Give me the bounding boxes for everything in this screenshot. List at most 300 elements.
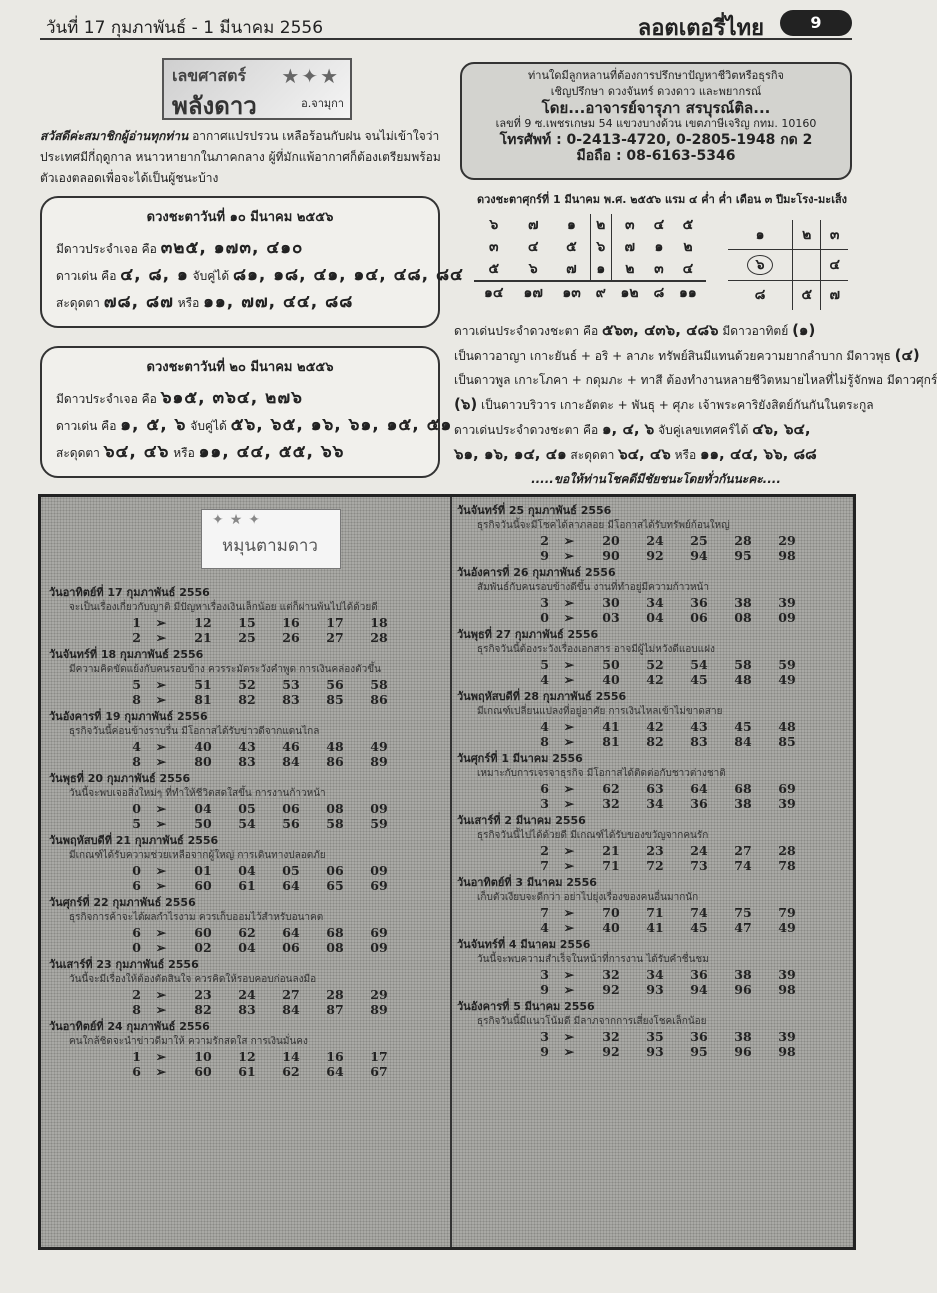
lucky-number: 60	[194, 878, 212, 893]
lucky-number: 05	[238, 801, 256, 816]
number-row	[49, 615, 447, 630]
forecast-title: ดวงชะตาวันที่ ๒๐ มีนาคม ๒๕๕๖	[146, 360, 334, 375]
lucky-number: 48	[734, 672, 752, 687]
forecast-box-10-march	[40, 196, 464, 328]
arrow-icon: ➢	[155, 801, 167, 816]
prediction-line: (๖) เป็นดาวบริวาร เกาะอัตตะ + พันธุ + ศุภะ เจ้าพระคาริยังสิตย์กันกันในตระกูล	[454, 395, 874, 413]
key-digit: 4	[540, 920, 549, 935]
day-text: จะเป็นเรื่องเกี่ยวกับญาติ มีปัญหาเรื่องเงินเล็กน้อย แต่ก็ผ่านพ้นไปได้ด้วยดี	[69, 602, 378, 613]
number-row	[457, 982, 855, 997]
key-digit: 4	[540, 719, 549, 734]
forecast-line-3: สะดุดตา ๗๘, ๘๗ หรือ ๑๑, ๗๗, ๔๔, ๘๘	[56, 292, 354, 312]
grid-sum-row	[474, 281, 706, 304]
day-date: วันอังคารที่ 5 มีนาคม 2556	[457, 1000, 595, 1013]
day-date: วันเสาร์ที่ 23 กุมภาพันธ์ 2556	[49, 958, 199, 971]
lucky-number: 58	[370, 677, 388, 692]
day-date: วันจันทร์ที่ 18 กุมภาพันธ์ 2556	[49, 648, 204, 661]
lucky-number: 48	[778, 719, 796, 734]
lucky-number: 81	[602, 734, 620, 749]
arrow-icon: ➢	[563, 734, 575, 749]
arrow-icon: ➢	[155, 1002, 167, 1017]
lucky-number: 64	[282, 878, 300, 893]
house-number: ๘	[754, 287, 766, 304]
lucky-number: 52	[646, 657, 664, 672]
left-day-column	[49, 585, 447, 1081]
key-digit: 8	[132, 754, 141, 769]
lucky-number: 27	[282, 987, 300, 1002]
house-cell	[728, 280, 793, 310]
arrow-icon: ➢	[155, 677, 167, 692]
lucky-number: 35	[646, 1029, 664, 1044]
lucky-number: 90	[602, 548, 620, 563]
grid-cell: ๕	[488, 261, 500, 277]
key-digit: 5	[540, 657, 549, 672]
number-row	[457, 843, 855, 858]
day-text: มีความคิดขัดแย้งกับคนรอบข้าง ควรระมัดระวังคำพูด การเงินคล่องตัวขึ้น	[69, 664, 381, 675]
grid-sum-cell: ๑๗	[514, 281, 553, 304]
house-cell	[821, 220, 848, 250]
grid-cell: ๖	[528, 261, 538, 277]
lucky-number: 03	[602, 610, 620, 625]
arrow-icon: ➢	[563, 1029, 575, 1044]
grid-cell: ๗	[566, 261, 577, 277]
lucky-number: 34	[646, 967, 664, 982]
lucky-number: 82	[238, 692, 256, 707]
lucky-number: 80	[194, 754, 212, 769]
day-text: วันนี้จะพบเจอสิ่งใหม่ๆ ที่ทำให้ชีวิตสดใสขึ้น การงานก้าวหน้า	[69, 788, 326, 799]
prediction-line: ดาวเด่นประจำดวงชะตา คือ ๕๖๓, ๔๓๖, ๔๘๖ มีดาวอาทิตย์ (๑)	[454, 321, 816, 339]
arrow-icon: ➢	[563, 982, 575, 997]
key-digit: 8	[540, 734, 549, 749]
lucky-number: 93	[646, 1044, 664, 1059]
horoscope-house-grid	[728, 220, 848, 310]
lucky-number: 62	[602, 781, 620, 796]
day-entry	[457, 627, 855, 687]
lucky-number: 42	[646, 719, 664, 734]
grid-cell: ๒	[590, 214, 611, 236]
day-entry	[49, 957, 447, 1017]
arrow-icon: ➢	[563, 967, 575, 982]
arrow-icon: ➢	[563, 796, 575, 811]
house-number: ๕	[801, 287, 813, 304]
grid-cell: ๓	[488, 239, 499, 255]
lucky-number: 95	[734, 548, 752, 563]
grid-cell: ๔	[653, 217, 665, 233]
intro-greeting: สวัสดีค่ะสมาชิกผู้อ่านทุกท่าน	[40, 129, 189, 143]
lucky-number: 92	[646, 548, 664, 563]
lucky-number: 60	[194, 925, 212, 940]
star-icon: ✦★✦	[212, 512, 267, 528]
number-row	[457, 1044, 855, 1059]
lucky-number: 09	[370, 940, 388, 955]
lucky-number: 24	[238, 987, 256, 1002]
page-number: 9	[780, 10, 852, 36]
lucky-number: 38	[734, 595, 752, 610]
prediction-line: ๖๑, ๑๖, ๑๔, ๔๑ สะดุดตา ๖๔, ๔๖ หรือ ๑๑, ๔๔, ๖๖, ๘๘	[454, 445, 817, 463]
lucky-number: 32	[602, 967, 620, 982]
number-row	[457, 920, 855, 935]
lucky-number: 61	[238, 878, 256, 893]
key-digit: 4	[132, 739, 141, 754]
lucky-number: 53	[282, 677, 300, 692]
lucky-number: 60	[194, 1064, 212, 1079]
logo-author: อ.จามุกา	[301, 97, 344, 110]
lucky-number: 17	[370, 1049, 388, 1064]
grid-cell: ๔	[527, 239, 539, 255]
lucky-number: 09	[778, 610, 796, 625]
arrow-icon: ➢	[155, 630, 167, 645]
key-digit: 6	[132, 1064, 141, 1079]
lucky-number: 08	[326, 801, 344, 816]
lucky-number: 94	[690, 982, 708, 997]
advertisement-box	[460, 62, 852, 180]
lucky-number: 08	[734, 610, 752, 625]
ad-line2: เชิญปรึกษา ดวงจันทร์ ดวงดาว และพยากรณ์	[550, 85, 762, 98]
lucky-number: 59	[370, 816, 388, 831]
paper-title: ลอตเตอรี่ไทย	[637, 16, 764, 41]
lucky-number: 12	[238, 1049, 256, 1064]
day-text: ธุรกิจวันนี้ไปได้ด้วยดี มีเกณฑ์ได้รับของขวัญจากคนรัก	[477, 830, 709, 841]
key-digit: 3	[540, 796, 549, 811]
lucky-number: 10	[194, 1049, 212, 1064]
day-text: มีเกณฑ์ได้รับความช่วยเหลือจากผู้ใหญ่ การเดินทางปลอดภัย	[69, 850, 326, 861]
key-digit: 8	[132, 692, 141, 707]
day-entry	[49, 709, 447, 769]
lucky-number: 67	[370, 1064, 388, 1079]
key-digit: 4	[540, 672, 549, 687]
lucky-number: 45	[690, 672, 708, 687]
column-logo	[162, 58, 352, 120]
daily-numbers-box	[38, 494, 856, 1250]
day-date: วันจันทร์ที่ 25 กุมภาพันธ์ 2556	[457, 504, 612, 517]
day-entry	[457, 937, 855, 997]
lucky-number: 46	[282, 739, 300, 754]
intro-text: อากาศแปรปรวน เหลือร้อนกับฝน จนไม่เข้าใจว่าประเทศมีกี่ฤดูกาล หนาวหายากในภาคกลาง ผู้ที่มักแพ้อากาศก็ต้องเตรียมพร้อมตัวเองตลอดเพื่อจะได้เป็นผู้ชนะบ้าง	[40, 129, 441, 185]
lucky-number: 93	[646, 982, 664, 997]
page-header	[40, 8, 852, 40]
grid-cell: ๑	[654, 239, 664, 255]
lucky-number: 18	[370, 615, 388, 630]
lucky-number: 32	[602, 1029, 620, 1044]
lucky-number: 28	[326, 987, 344, 1002]
lucky-number: 12	[194, 615, 212, 630]
house-cell	[793, 250, 821, 280]
arrow-icon: ➢	[155, 1064, 167, 1079]
arrow-icon: ➢	[155, 754, 167, 769]
number-row	[457, 967, 855, 982]
day-entry	[457, 999, 855, 1059]
lucky-number: 64	[690, 781, 708, 796]
arrow-icon: ➢	[563, 858, 575, 873]
lucky-number: 83	[282, 692, 300, 707]
logo-line2: พลังดาว	[172, 92, 257, 120]
lucky-number: 83	[238, 1002, 256, 1017]
grid-row	[474, 214, 706, 236]
key-digit: 2	[540, 533, 549, 548]
key-digit: 6	[132, 878, 141, 893]
day-text: ธุรกิจวันนี้จะมีโชคได้ลาภลอย มีโอกาสได้รับทรัพย์ก้อนใหญ่	[477, 520, 730, 531]
grid-cell: ๔	[682, 261, 694, 277]
key-digit: 3	[540, 1029, 549, 1044]
grid-cell: ๖	[489, 217, 499, 233]
prediction-line: เป็นดาวพูล เกาะโภคา + กดุมภะ + ทาสี ต้องทำงานหลายชีวิตหมายไหลที่ไม่รู้จักพอ มีดาวศุกร์	[454, 373, 937, 387]
day-entry	[49, 895, 447, 955]
house-number: ๓	[829, 226, 840, 243]
lucky-number: 63	[646, 781, 664, 796]
number-row	[457, 672, 855, 687]
lucky-number: 06	[326, 863, 344, 878]
number-row	[49, 754, 447, 769]
lucky-number: 34	[646, 796, 664, 811]
day-text: ธุรกิจวันนี้มีแนวโน้มดี มีลาภจากการเสี่ยงโชคเล็กน้อย	[477, 1016, 707, 1027]
day-entry	[457, 689, 855, 749]
lucky-number: 16	[282, 615, 300, 630]
lucky-number: 25	[690, 533, 708, 548]
arrow-icon: ➢	[155, 739, 167, 754]
lucky-number: 36	[690, 796, 708, 811]
lucky-number: 06	[282, 940, 300, 955]
day-date: วันอังคารที่ 26 กุมภาพันธ์ 2556	[457, 566, 616, 579]
day-date: วันอาทิตย์ที่ 24 กุมภาพันธ์ 2556	[49, 1020, 210, 1033]
lucky-number: 34	[646, 595, 664, 610]
grid-cell: ๑	[566, 217, 576, 233]
key-digit: 6	[540, 781, 549, 796]
lucky-number: 28	[734, 533, 752, 548]
lucky-number: 64	[282, 925, 300, 940]
number-row	[49, 630, 447, 645]
arrow-icon: ➢	[563, 781, 575, 796]
grid-sum-cell: ๑๒	[611, 281, 648, 304]
horoscope-chart-title: ดวงชะตาศุกร์ที่ 1 มีนาคม พ.ศ. ๒๕๕๖ แรม ๔ ค่ำ ค่ำ เดือน ๓ ปีมะโรง-มะเส็ง	[476, 193, 848, 206]
lucky-number: 04	[194, 801, 212, 816]
number-row	[457, 796, 855, 811]
section-banner	[201, 509, 341, 569]
lucky-number: 49	[370, 739, 388, 754]
key-digit: 0	[132, 801, 141, 816]
lucky-number: 73	[690, 858, 708, 873]
lucky-number: 69	[370, 878, 388, 893]
day-text: ธุรกิจวันนี้ต้องระวังเรื่องเอกสาร อาจมีผู้ไม่หวังดีแอบแฝง	[477, 644, 715, 655]
day-entry	[49, 771, 447, 831]
lucky-number: 92	[602, 982, 620, 997]
prediction-line: ดาวเด่นประจำดวงชะตา คือ ๑, ๔, ๖ จับคู่เลขเทศคร์ได้ ๔๖, ๖๔,	[454, 420, 811, 438]
lucky-number: 04	[646, 610, 664, 625]
lucky-number: 85	[326, 692, 344, 707]
key-digit: 9	[540, 982, 549, 997]
lucky-number: 41	[602, 719, 620, 734]
day-entry	[49, 1019, 447, 1079]
forecast-line-3: สะดุดตา ๖๔, ๔๖ หรือ ๑๑, ๔๔, ๕๕, ๖๖	[56, 442, 345, 462]
lucky-number: 41	[646, 920, 664, 935]
lucky-number: 29	[370, 987, 388, 1002]
number-row	[457, 657, 855, 672]
house-number: ๖	[747, 255, 773, 275]
lucky-number: 39	[778, 796, 796, 811]
lucky-number: 23	[646, 843, 664, 858]
grid-sum-cell: ๑๓	[553, 281, 590, 304]
lucky-number: 74	[690, 905, 708, 920]
number-row	[457, 610, 855, 625]
lucky-number: 83	[238, 754, 256, 769]
day-entry	[457, 751, 855, 811]
lucky-number: 09	[370, 801, 388, 816]
lucky-number: 54	[238, 816, 256, 831]
lucky-number: 86	[370, 692, 388, 707]
lucky-number: 02	[194, 940, 212, 955]
arrow-icon: ➢	[155, 940, 167, 955]
lucky-number: 94	[690, 548, 708, 563]
lucky-number: 95	[690, 1044, 708, 1059]
lucky-number: 84	[734, 734, 752, 749]
day-date: วันศุกร์ที่ 1 มีนาคม 2556	[457, 752, 583, 765]
lucky-number: 39	[778, 1029, 796, 1044]
forecast-line-1: มีดาวประจำเจอ คือ ๓๒๕, ๑๗๓, ๔๑๐	[56, 238, 304, 258]
lucky-number: 75	[734, 905, 752, 920]
day-date: วันพฤหัสบดีที่ 28 กุมภาพันธ์ 2556	[457, 690, 627, 703]
lucky-number: 49	[778, 672, 796, 687]
lucky-number: 84	[282, 1002, 300, 1017]
house-row	[728, 280, 848, 310]
lucky-number: 87	[326, 1002, 344, 1017]
lucky-number: 56	[282, 816, 300, 831]
lucky-number: 36	[690, 1029, 708, 1044]
lucky-number: 06	[282, 801, 300, 816]
number-row	[457, 533, 855, 548]
ad-line1: ท่านใดมีลูกหลานที่ต้องการปรึกษาปัญหาชีวิตหรือธุรกิจ	[528, 69, 784, 82]
lucky-number: 89	[370, 754, 388, 769]
house-cell	[821, 250, 848, 280]
lucky-number: 39	[778, 967, 796, 982]
ad-name: โดย...อาจารย์จารุภา สรบุรณ์ติล...	[541, 99, 771, 117]
column-divider	[450, 497, 452, 1247]
lucky-number: 36	[690, 595, 708, 610]
grid-sum-cell: ๙	[590, 281, 611, 304]
lucky-number: 01	[194, 863, 212, 878]
lucky-number: 51	[194, 677, 212, 692]
arrow-icon: ➢	[563, 533, 575, 548]
lucky-number: 27	[326, 630, 344, 645]
arrow-icon: ➢	[563, 1044, 575, 1059]
horoscope-number-grid	[474, 214, 706, 304]
lucky-number: 70	[602, 905, 620, 920]
number-row	[457, 858, 855, 873]
lucky-number: 45	[734, 719, 752, 734]
lucky-number: 78	[778, 858, 796, 873]
lucky-number: 69	[778, 781, 796, 796]
lucky-number: 06	[690, 610, 708, 625]
day-date: วันจันทร์ที่ 4 มีนาคม 2556	[457, 938, 591, 951]
day-text: วันนี้จะมีเรื่องให้ต้องตัดสินใจ ควรคิดให้รอบคอบก่อนลงมือ	[69, 974, 317, 985]
lucky-number: 05	[282, 863, 300, 878]
arrow-icon: ➢	[563, 920, 575, 935]
house-cell	[793, 280, 821, 310]
day-date: วันอาทิตย์ที่ 3 มีนาคม 2556	[457, 876, 597, 889]
lucky-number: 09	[370, 863, 388, 878]
arrow-icon: ➢	[563, 610, 575, 625]
lucky-number: 86	[326, 754, 344, 769]
ad-address: เลขที่ 9 ซ.เพชรเกษม 54 แขวงบางด้วน เขตภาษีเจริญ กทม. 10160	[495, 117, 817, 130]
number-row	[49, 925, 447, 940]
lucky-number: 79	[778, 905, 796, 920]
day-text: เหมาะกับการเจรจาธุรกิจ มีโอกาสได้ติดต่อกับชาวต่างชาติ	[477, 768, 726, 779]
key-digit: 1	[132, 615, 141, 630]
lucky-number: 49	[778, 920, 796, 935]
number-row	[49, 739, 447, 754]
lucky-number: 81	[194, 692, 212, 707]
lucky-number: 24	[646, 533, 664, 548]
grid-cell: ๖	[590, 236, 611, 258]
lucky-number: 83	[690, 734, 708, 749]
lucky-number: 28	[370, 630, 388, 645]
key-digit: 5	[132, 816, 141, 831]
number-row	[457, 734, 855, 749]
lucky-number: 16	[326, 1049, 344, 1064]
lucky-number: 71	[646, 905, 664, 920]
number-row	[457, 548, 855, 563]
lucky-number: 85	[778, 734, 796, 749]
arrow-icon: ➢	[563, 548, 575, 563]
lucky-number: 25	[238, 630, 256, 645]
arrow-icon: ➢	[563, 657, 575, 672]
number-row	[457, 905, 855, 920]
day-entry	[49, 585, 447, 645]
grid-row	[474, 258, 706, 281]
arrow-icon: ➢	[563, 843, 575, 858]
lucky-number: 52	[238, 677, 256, 692]
lucky-number: 58	[326, 816, 344, 831]
key-digit: 7	[540, 905, 549, 920]
number-row	[49, 940, 447, 955]
day-text: คนใกล้ชิดจะนำข่าวดีมาให้ ความรักสดใส การเงินมั่นคง	[69, 1036, 308, 1047]
lucky-number: 40	[602, 920, 620, 935]
slogan: .....ขอให้ท่านโชคดีมีชัยชนะโดยทั่วกันนะคะ....	[531, 472, 781, 486]
star-icon: ★✦★	[281, 64, 340, 88]
lucky-number: 28	[778, 843, 796, 858]
lucky-number: 50	[194, 816, 212, 831]
day-entry	[49, 647, 447, 707]
day-text: ธุรกิจการค้าจะได้ผลกำไรงาม ควรเก็บออมไว้สำหรับอนาคต	[69, 912, 324, 923]
house-row	[728, 250, 848, 280]
logo-line1: เลขศาสตร์	[172, 66, 247, 85]
lucky-number: 38	[734, 796, 752, 811]
house-cell	[728, 220, 793, 250]
banner-title: หมุนตามดาว	[222, 536, 318, 556]
grid-cell: ๗	[527, 217, 539, 233]
lucky-number: 04	[238, 863, 256, 878]
key-digit: 8	[132, 1002, 141, 1017]
number-row	[457, 595, 855, 610]
number-row	[49, 677, 447, 692]
arrow-icon: ➢	[155, 692, 167, 707]
arrow-icon: ➢	[563, 905, 575, 920]
number-row	[457, 719, 855, 734]
ad-phone1: โทรศัพท์ : 0-2413-4720, 0-2805-1948 กด 2	[499, 132, 813, 148]
number-row	[457, 781, 855, 796]
lucky-number: 56	[326, 677, 344, 692]
number-row	[49, 692, 447, 707]
number-row	[457, 1029, 855, 1044]
lucky-number: 29	[778, 533, 796, 548]
lucky-number: 82	[194, 1002, 212, 1017]
arrow-icon: ➢	[563, 719, 575, 734]
key-digit: 5	[132, 677, 141, 692]
lucky-number: 27	[734, 843, 752, 858]
lucky-number: 36	[690, 967, 708, 982]
key-digit: 0	[132, 940, 141, 955]
day-entry	[457, 565, 855, 625]
grid-row	[474, 236, 706, 258]
forecast-box-20-march	[40, 346, 453, 478]
